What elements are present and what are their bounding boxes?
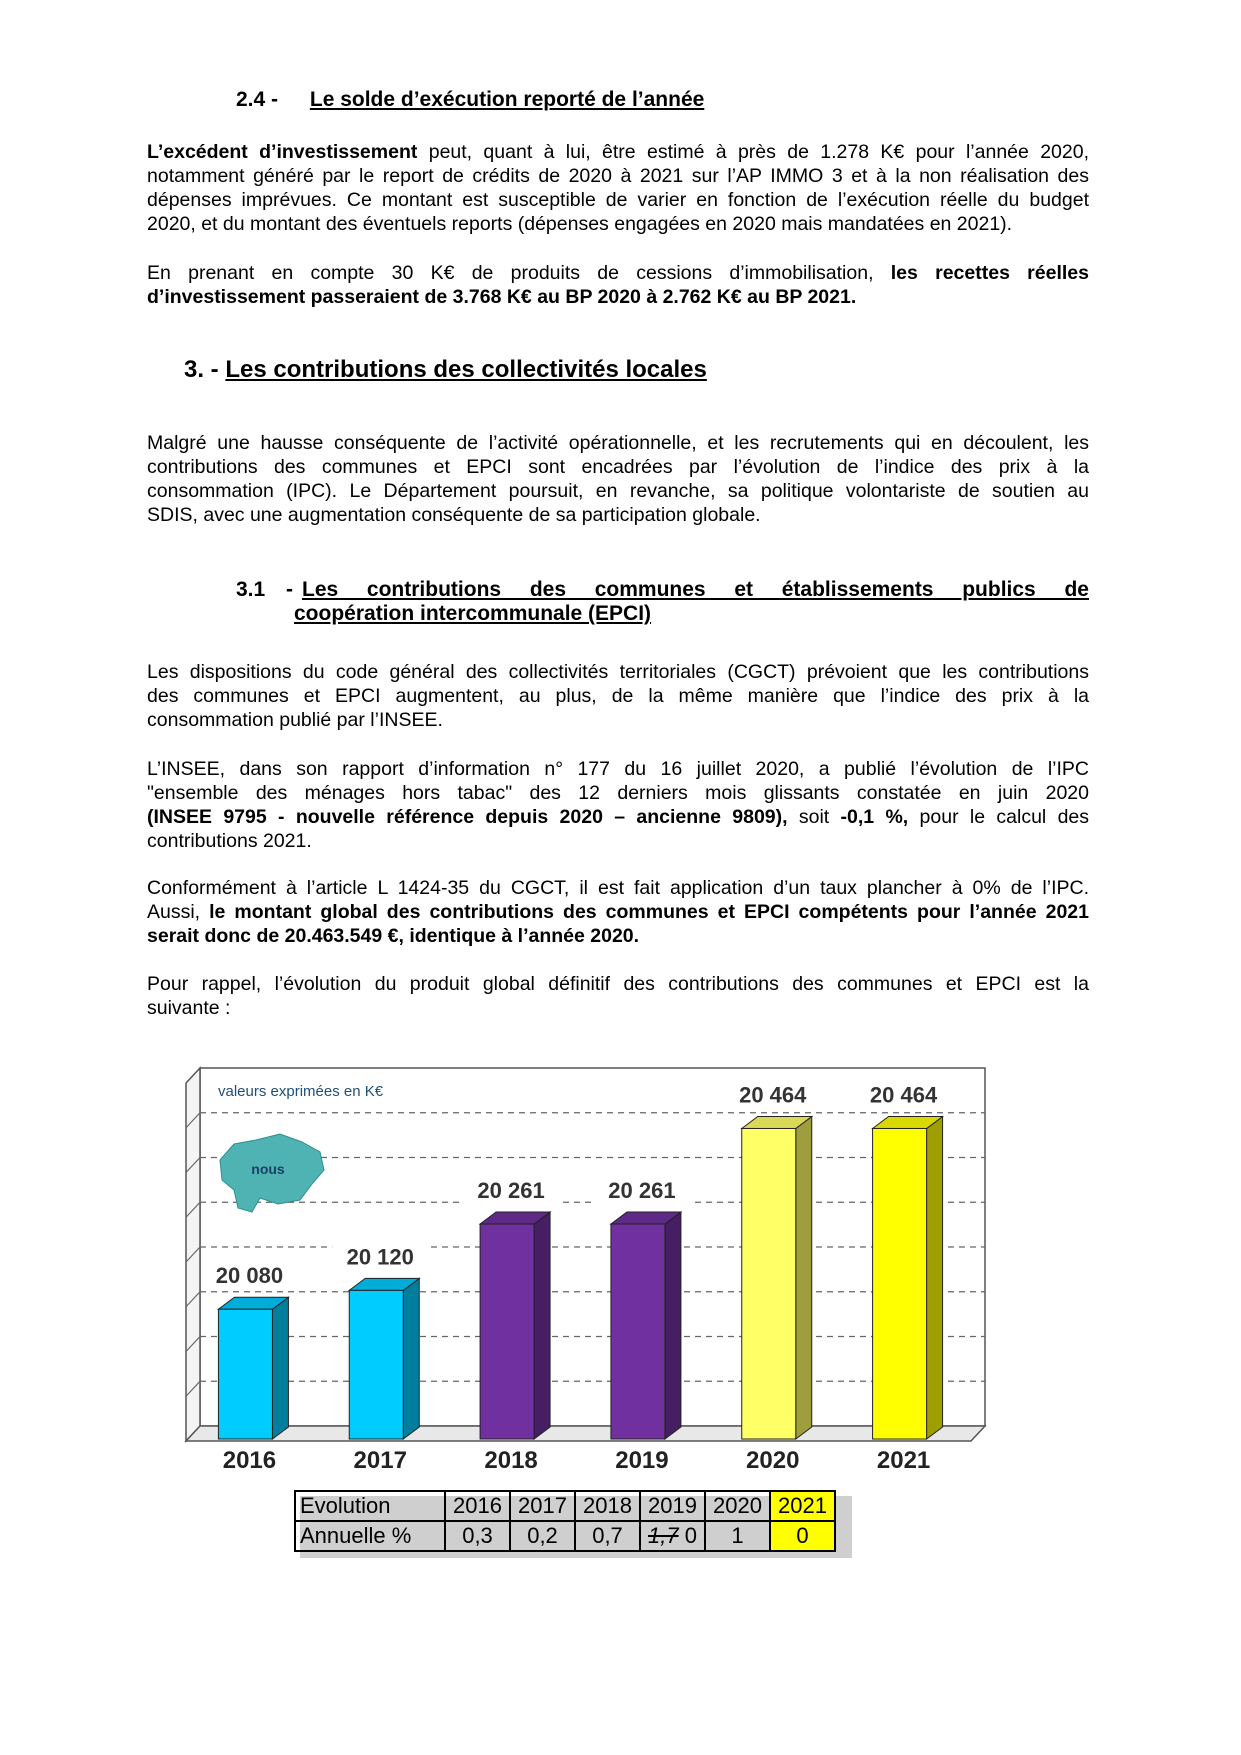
bar-front <box>218 1309 272 1439</box>
struck-value: 1,7 <box>648 1523 679 1548</box>
text-line: 2020, et du montant des éventuels reports (dépenses engagées en 2020 mais mandatées en 2021). <box>147 213 1013 235</box>
section-number: 3. - <box>184 356 219 383</box>
text-line: contributions 2021. <box>147 830 312 852</box>
chart-frame <box>186 1068 985 1441</box>
paragraph-insee <box>147 757 1089 853</box>
bold-phrase: le montant global des contributions des communes et EPCI compétents pour l’année 2021 <box>209 901 1089 923</box>
bar-front <box>349 1290 403 1439</box>
bold-phrase: serait donc de 20.463.549 €, identique à l’année 2020. <box>147 925 640 947</box>
text-line: consommation publié par l’INSEE. <box>147 709 443 731</box>
bold-phrase: les recettes réelles <box>890 262 1089 284</box>
text-line: Conformément à l’article L 1424-35 du CGCT, il est fait application d’un taux plancher à 0% de l’IPC. <box>147 877 1089 899</box>
paragraph-recettes <box>147 261 1089 309</box>
text-line: "ensemble des ménages hors tabac" des 12 derniers mois glissants constatée en juin 2020 <box>147 782 1089 804</box>
bar-2019 <box>611 1212 681 1439</box>
text-line: suivante : <box>147 997 231 1019</box>
year-cell: 2019 <box>640 1491 705 1521</box>
section-title: Le solde d’exécution reporté de l’année <box>309 88 705 111</box>
category-label: 2018 <box>484 1447 538 1474</box>
evolution-table <box>294 1490 836 1552</box>
chart-floor <box>186 1426 985 1441</box>
bold-phrase: L’excédent d’investissement <box>147 141 418 163</box>
table-row <box>295 1521 835 1551</box>
bar-2020 <box>742 1116 812 1439</box>
value-label: 20 261 <box>477 1178 545 1204</box>
bold-phrase: -0,1 %, <box>840 806 909 828</box>
section-3-heading <box>184 356 707 384</box>
section-title-line: Les contributions des communes et établissements publics de <box>302 578 1089 601</box>
section-3-1-heading <box>236 578 1089 625</box>
text: soit <box>787 806 841 828</box>
value-label: 20 120 <box>346 1244 414 1270</box>
bar-2021 <box>873 1116 943 1439</box>
value-label: 20 080 <box>215 1263 284 1289</box>
bar-front <box>480 1224 534 1439</box>
year-cell: 2017 <box>510 1491 575 1521</box>
section-2-4-heading <box>236 88 704 112</box>
paragraph-cgct <box>147 660 1089 732</box>
row-label: Annuelle % <box>295 1521 445 1551</box>
category-label: 2016 <box>222 1447 277 1474</box>
value-cell: 0,2 <box>510 1521 575 1551</box>
bar-2016 <box>218 1297 288 1439</box>
year-cell: 2020 <box>705 1491 770 1521</box>
text-line: des communes et EPCI augmentent, au plus, de la même manière que l’indice des prix à la <box>147 685 1089 707</box>
category-label: 2021 <box>876 1447 931 1474</box>
bar-side <box>665 1212 681 1439</box>
section-number: 3.1 <box>236 578 266 601</box>
text-line: notamment généré par le report de crédits de 2020 à 2021 sur l’AP IMMO 3 et à la non réalisation des <box>147 165 1089 187</box>
bar-2017 <box>349 1278 419 1439</box>
paragraph-rappel <box>147 972 1089 1020</box>
bar-side <box>927 1116 943 1439</box>
text-line: dépenses imprévues. Ce montant est susceptible de varier en fonction de l’exécution réelle du budget <box>147 189 1089 211</box>
bar-side <box>272 1297 288 1439</box>
row-label: Evolution <box>295 1491 445 1521</box>
section-title: Les contributions des collectivités locales <box>225 356 707 383</box>
value-label: 20 261 <box>608 1178 676 1204</box>
category-label: 2019 <box>615 1447 669 1474</box>
bar-side <box>403 1278 419 1439</box>
contributions-bar-chart <box>170 1040 1010 1480</box>
bar-front <box>742 1128 796 1439</box>
value: 0 <box>684 1523 697 1548</box>
value-cell-2019 <box>640 1521 705 1551</box>
paragraph-taux-plancher <box>147 876 1089 948</box>
text-line: Malgré une hausse conséquente de l’activité opérationnelle, et les recrutements qui en découlent, les <box>147 432 1089 454</box>
category-labels <box>223 1447 931 1474</box>
value-cell: 0,7 <box>575 1521 640 1551</box>
bold-phrase: d’investissement passeraient de 3.768 K€ au BP 2020 à 2.762 K€ au BP 2021. <box>147 286 857 308</box>
year-cell: 2018 <box>575 1491 640 1521</box>
text: pour le calcul des <box>908 806 1090 828</box>
bar-front <box>611 1224 665 1439</box>
value-label: 20 464 <box>869 1082 938 1108</box>
text-line: L’INSEE, dans son rapport d’information n° 177 du 16 juillet 2020, a publié l’évolution de l’IPC <box>147 758 1089 780</box>
value-cell: 1 <box>705 1521 770 1551</box>
text-line: Pour rappel, l’évolution du produit global définitif des contributions des communes et EPCI est la <box>147 973 1089 995</box>
bold-phrase: (INSEE 9795 - nouvelle référence depuis 2020 – ancienne 9809), <box>147 806 788 828</box>
category-label: 2020 <box>746 1447 800 1474</box>
text-line: consommation (IPC). Le Département poursuit, en revanche, sa politique volontariste de soutien au <box>147 480 1089 502</box>
paragraph-contributions-intro <box>147 431 1089 527</box>
text-line: SDIS, avec une augmentation conséquente de sa participation globale. <box>147 504 761 526</box>
table-row <box>295 1491 835 1521</box>
text: Aussi, <box>147 901 210 923</box>
text: En prenant en compte 30 K€ de produits de cessions d’immobilisation, <box>147 262 891 284</box>
value-label: 20 464 <box>739 1082 807 1108</box>
year-cell-highlight: 2021 <box>770 1491 835 1521</box>
bar-side <box>534 1212 550 1439</box>
dash: - <box>286 578 293 601</box>
bar-side <box>796 1116 812 1439</box>
back-wall <box>200 1068 985 1426</box>
paragraph-excedent <box>147 140 1089 236</box>
text-line: Les dispositions du code général des collectivités territoriales (CGCT) prévoient que les contributions <box>147 661 1089 683</box>
section-number: 2.4 - <box>236 88 279 111</box>
text: peut, quant à lui, être estimé à près de 1.278 K€ pour l’année 2020, <box>417 141 1089 163</box>
bar-2018 <box>480 1212 550 1439</box>
year-cell: 2016 <box>445 1491 510 1521</box>
logo-text: nous <box>251 1161 285 1177</box>
value-cell: 0,3 <box>445 1521 510 1551</box>
category-label: 2017 <box>353 1447 407 1474</box>
chart-annotation: valeurs exprimées en K€ <box>218 1083 384 1100</box>
text-line: contributions des communes et EPCI sont encadrées par l’évolution de l’indice des prix à la <box>147 456 1089 478</box>
bar-front <box>873 1128 927 1439</box>
section-title-line: coopération intercommunale (EPCI) <box>294 602 652 625</box>
value-cell-highlight: 0 <box>770 1521 835 1551</box>
